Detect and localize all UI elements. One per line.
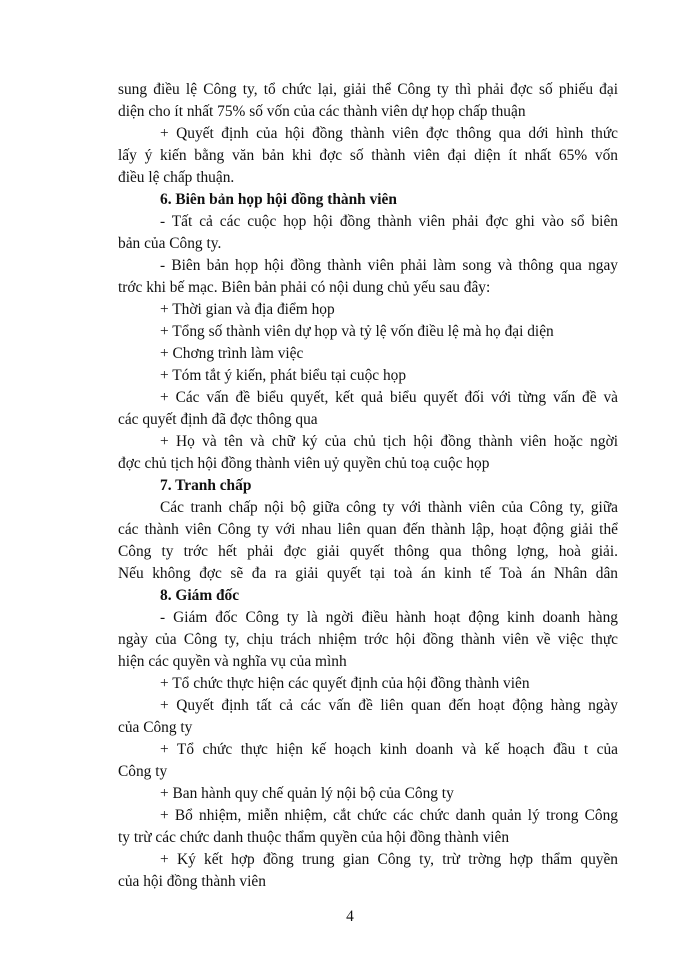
text-line: Nếu không đợc sẽ đa ra giải quyết tại toà án kinh tế Toà án Nhân dân (118, 565, 618, 582)
text-line: diện cho ít nhất 75% số vốn của các thành viên dự họp chấp thuận (118, 103, 526, 120)
text-line: các thành viên Công ty với nhau liên quan đến thành lập, hoạt động giải thể (118, 521, 618, 538)
text-line: các quyết định đã đợc thông qua (118, 411, 318, 428)
text-line: - Giám đốc Công ty là ngời điều hành hoạt động kinh doanh hàng (160, 609, 618, 626)
text-line: - Biên bản họp hội đồng thành viên phải làm song và thông qua ngay (160, 257, 618, 274)
text-line: điều lệ chấp thuận. (118, 169, 235, 186)
text-line: ngày của Công ty, chịu trách nhiệm trớc hội đồng thành viên về việc thực (118, 631, 618, 648)
text-line: trớc khi bế mạc. Biên bản phải có nội dung chủ yếu sau đây: (118, 279, 491, 296)
text-line: - Tất cả các cuộc họp hội đồng thành viên phải đợc ghi vào sổ biên (160, 213, 618, 230)
page-number: 4 (346, 908, 354, 925)
text-line: hiện các quyền và nghĩa vụ của mình (118, 653, 347, 670)
text-line: + Quyết định tất cả các vấn đề liên quan đến hoạt động hàng ngày (160, 697, 618, 714)
text-line: Công ty (118, 763, 168, 780)
text-line: + Tóm tắt ý kiến, phát biểu tại cuộc họp (160, 367, 407, 384)
text-line: + Bổ nhiệm, miễn nhiệm, cắt chức các chức danh quản lý trong Công (160, 807, 618, 824)
section-heading: 8. Giám đốc (160, 587, 240, 604)
text-line: + Các vấn đề biểu quyết, kết quả biểu quyết đối với từng vấn đề và (160, 389, 618, 406)
text-line: + Ký kết hợp đồng trung gian Công ty, trừ trờng hợp thẩm quyền (160, 851, 618, 868)
text-line: Công ty trớc hết phải đợc giải quyết thông qua thông lợng, hoà giải. (118, 543, 618, 560)
text-line: của Công ty (118, 719, 193, 736)
section-heading: 7. Tranh chấp (160, 477, 252, 494)
text-line: + Tổng số thành viên dự họp và tỷ lệ vốn điều lệ mà họ đại diện (160, 323, 554, 340)
text-line: + Thời gian và địa điểm họp (160, 301, 335, 318)
document-body (118, 79, 618, 893)
text-line: sung điều lệ Công ty, tổ chức lại, giải thể Công ty thì phải đợc số phiếu đại (118, 81, 618, 98)
text-line: lấy ý kiến bằng văn bản khi đợc số thành viên đại diện ít nhất 65% vốn (118, 147, 618, 164)
section-heading: 6. Biên bản họp hội đồng thành viên (160, 191, 397, 208)
text-line: + Tổ chức thực hiện các quyết định của hội đồng thành viên (160, 675, 530, 692)
text-line: + Quyết định của hội đồng thành viên đợc thông qua dới hình thức (160, 125, 618, 142)
text-line: của hội đồng thành viên (118, 873, 266, 890)
text-line: + Chơng trình làm việc (160, 345, 304, 362)
text-line: đợc chủ tịch hội đồng thành viên uỷ quyền chủ toạ cuộc họp (118, 455, 490, 472)
text-line: + Họ và tên và chữ ký của chủ tịch hội đồng thành viên hoặc ngời (160, 433, 618, 450)
text-line: Các tranh chấp nội bộ giữa công ty với thành viên của Công ty, giữa (160, 499, 618, 516)
text-line: ty trừ các chức danh thuộc thẩm quyền của hội đồng thành viên (118, 829, 510, 846)
text-line: + Tổ chức thực hiện kế hoạch kinh doanh và kế hoạch đầu t của (160, 741, 618, 758)
text-line: + Ban hành quy chế quản lý nội bộ của Công ty (160, 785, 454, 802)
text-line: bản của Công ty. (118, 235, 222, 252)
